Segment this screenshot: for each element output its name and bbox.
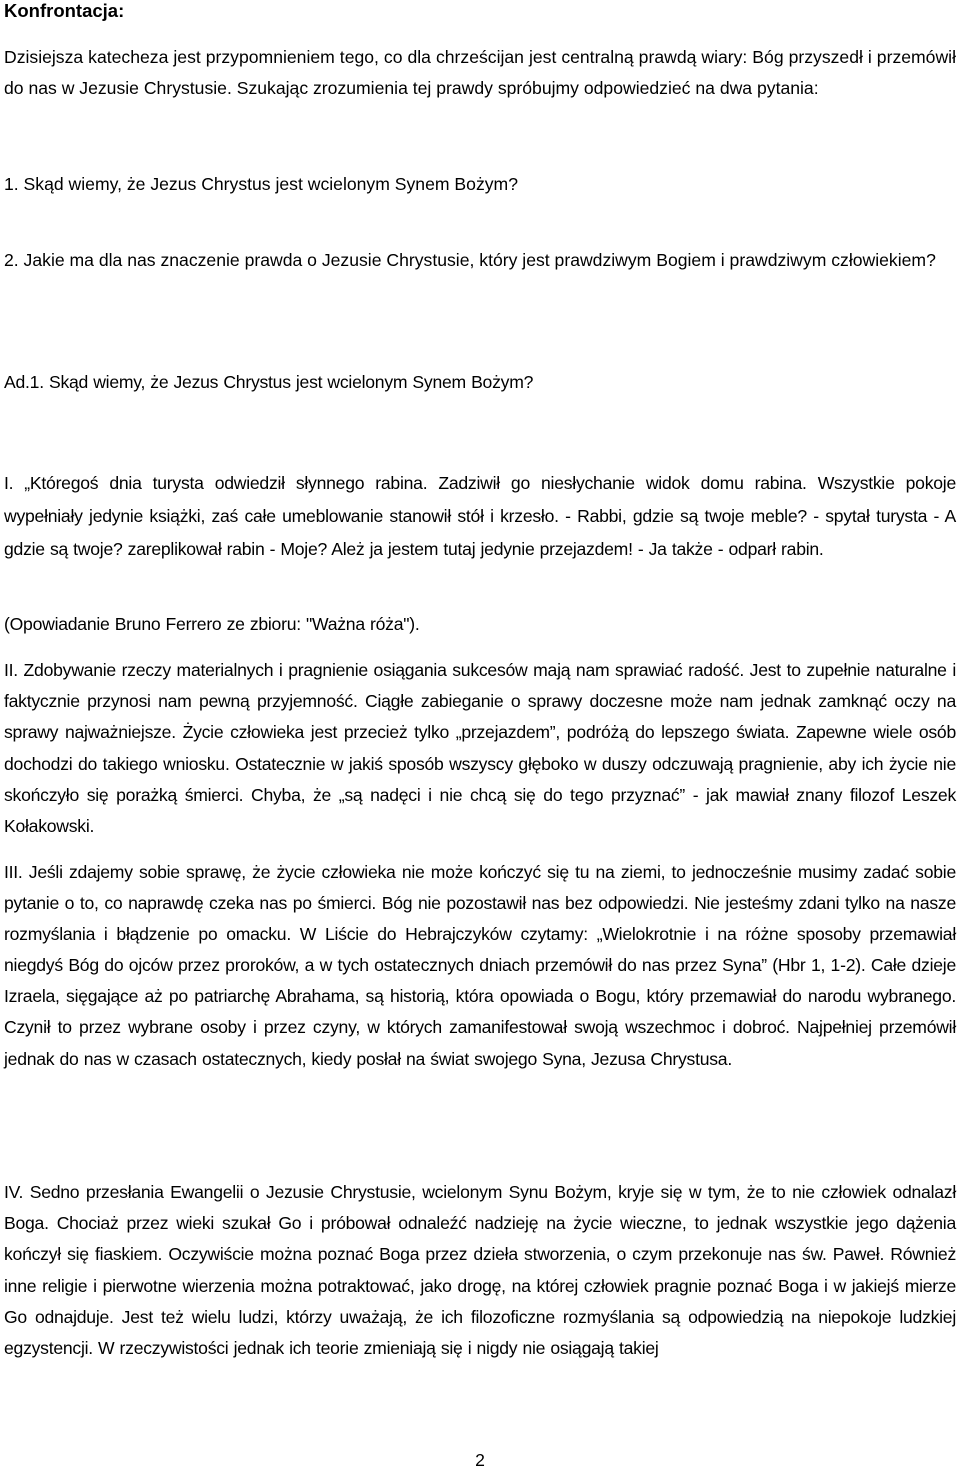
section-4-paragraph: IV. Sedno przesłania Ewangelii o Jezusie Chrystusie, wcielonym Synu Bożym, kryje się w tym, że to nie człowiek odnalazł Boga. Chociaż przez wieki szukał Go i próbował odnaleźć nadzieję na życie wieczne, to jednak wszystkie jego dążenia kończył się fiaskiem. Oczywiście można poznać Boga przez dzieła stworzenia, o czym przekonuje nas św. Paweł. Również inne religie i pierwotne wierzenia można potraktować, jako drogę, na której człowiek pragnie poznać Boga i w jakiejś mierze Go odnajduje. Jest też wielu ludzi, którzy uważają, że ich filozoficzne rozmyślania są odpowiedzią na niepokoje ludzkiej egzystencji. W rzeczywistości jednak ich teorie zmieniają się i nigdy nie osiągają takiej	[4, 1182, 956, 1359]
ad1-heading: Ad.1. Skąd wiemy, że Jezus Chrystus jest wcielonym Synem Bożym?	[4, 372, 534, 392]
question-1: 1. Skąd wiemy, że Jezus Chrystus jest wcielonym Synem Bożym?	[4, 174, 518, 194]
section-3-paragraph: III. Jeśli zdajemy sobie sprawę, że życie człowieka nie może kończyć się tu na ziemi, to jednocześnie musimy zadać sobie pytanie o to, co naprawdę czeka nas po śmierci. Bóg nie pozostawił nas bez odpowiedzi. Nie jesteśmy zdani tylko na nasze rozmyślania i błądzenie po omacku. W Liście do Hebrajczyków czytamy: „Wielokrotnie i na różne sposoby przemawiał niegdyś Bóg do ojców przez proroków, a w tych ostatecznych dniach przemówił do nas przez Syna” (Hbr 1, 1-2). Całe dzieje Izraela, sięgające aż po patriarchę Abrahama, są historią, która opowiada o Bogu, który przemawiał do narodu wybranego. Czynił to przez wybrane osoby i przez czyny, w których zamanifestował swoją wszechmoc i dobroć. Najpełniej przemówił jednak do nas w czasach ostatecznych, kiedy posłał na świat swojego Syna, Jezusa Chrystusa.	[4, 862, 956, 1069]
section-1-paragraph: I. „Któregoś dnia turysta odwiedził słynnego rabina. Zadziwił go niesłychanie widok domu rabina. Wszystkie pokoje wypełniały jedynie książki, zaś całe umeblowanie stanowił stół i krzesło. - Rabbi, gdzie są twoje meble? - spytał turysta - A gdzie są twoje? zareplikował rabin - Moje? Ależ ja jestem tutaj jedynie przejazdem! - Ja także - odparł rabin.	[4, 473, 956, 559]
intro-paragraph: Dzisiejsza katecheza jest przypomnieniem tego, co dla chrześcijan jest centralną prawdą wiary: Bóg przyszedł i przemówił do nas w Jezusie Chrystusie. Szukając zrozumienia tej prawdy spróbujmy odpowiedzieć na dwa pytania:	[4, 47, 956, 98]
question-2: 2. Jakie ma dla nas znaczenie prawda o Jezusie Chrystusie, który jest prawdziwym Bogiem i prawdziwym człowiekiem?	[4, 250, 936, 270]
page-heading: Konfrontacja:	[4, 0, 125, 21]
source-note: (Opowiadanie Bruno Ferrero ze zbioru: "Ważna róża").	[4, 614, 420, 634]
page-number: 2	[475, 1450, 485, 1470]
section-2-paragraph: II. Zdobywanie rzeczy materialnych i pragnienie osiągania sukcesów mają nam sprawiać radość. Jest to zupełnie naturalne i faktycznie przynosi nam pewną przyjemność. Ciągłe zabieganie o sprawy doczesne może nam jednak zamknąć oczy na sprawy najważniejsze. Życie człowieka jest przecież tylko „przejazdem”, podróżą do lepszego świata. Zapewne wiele osób dochodzi do takiego wniosku. Ostatecznie w jakiś sposób wszyscy głęboko w duszy odczuwają pragnienie, aby ich życie nie skończyło się porażką śmierci. Chyba, że „są nadęci i nie chcą się do tego przyznać” - jak mawiał znany filozof Leszek Kołakowski.	[4, 660, 956, 837]
